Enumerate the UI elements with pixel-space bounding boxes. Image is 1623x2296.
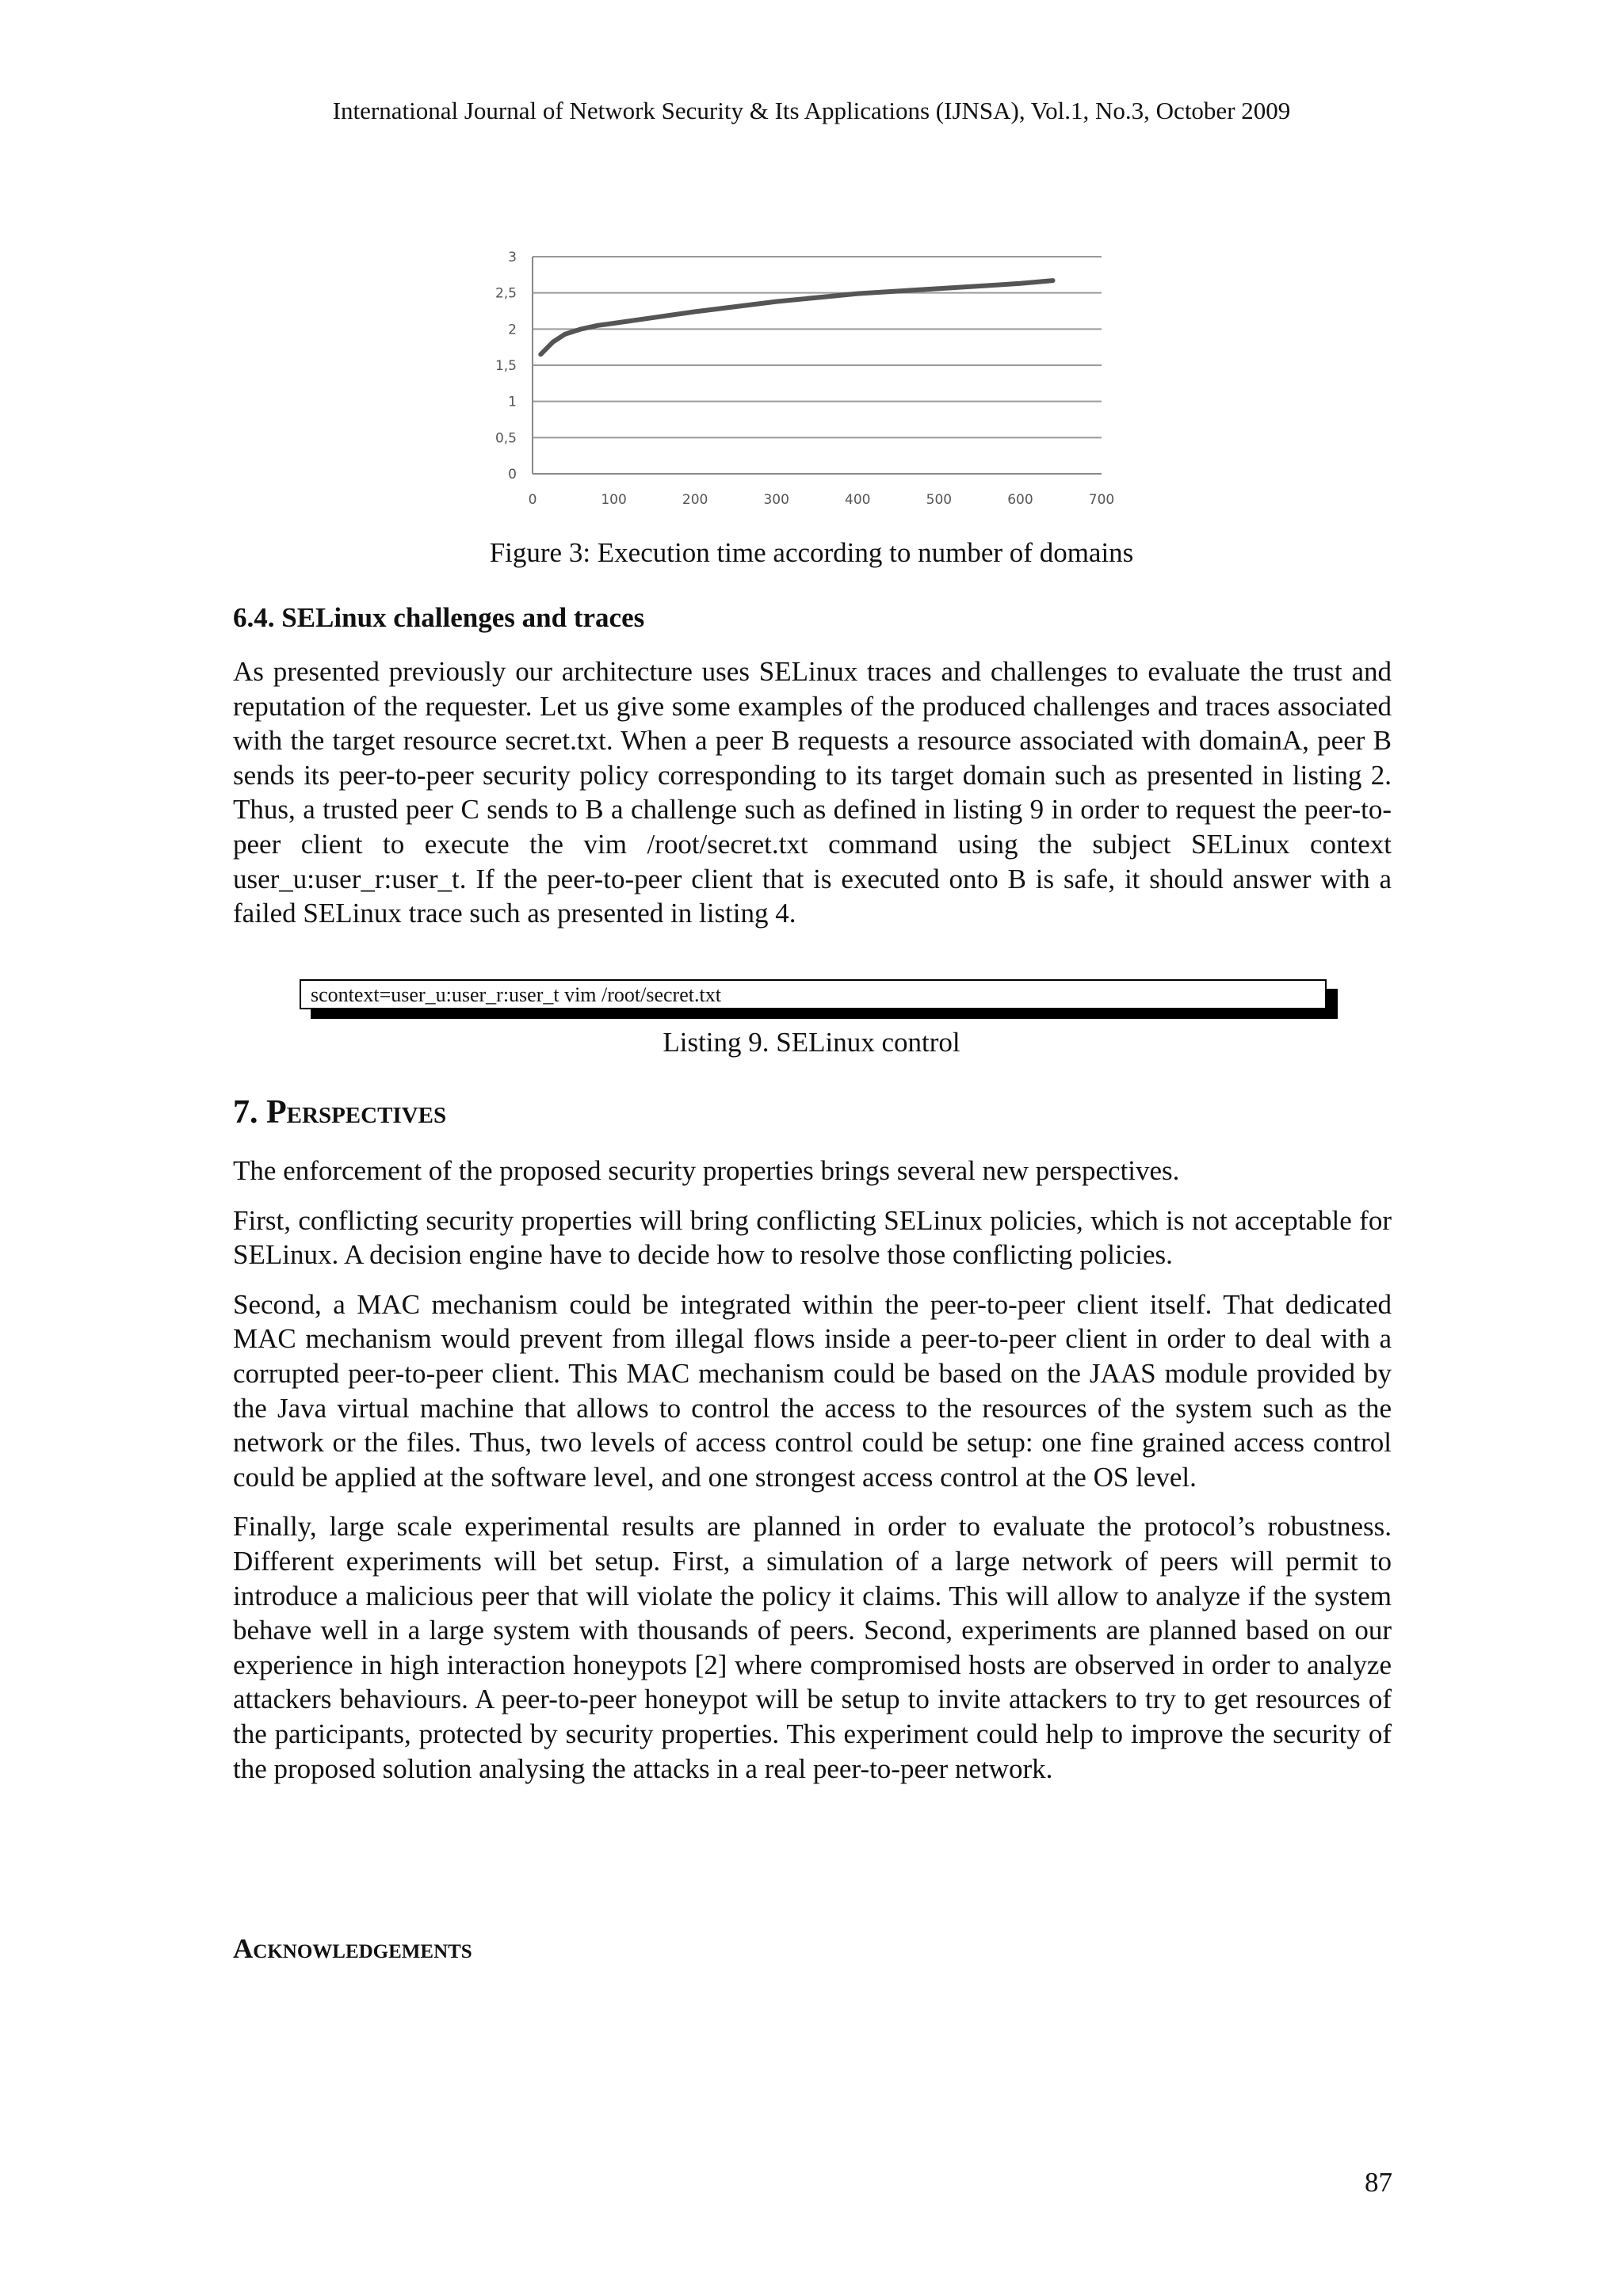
y-tick-label: 3 xyxy=(508,250,517,265)
section-6-4-body xyxy=(233,654,1392,946)
x-tick-label: 300 xyxy=(763,492,789,508)
series-line xyxy=(540,280,1052,354)
paragraph: As presented previously our architecture uses SELinux traces and challenges to evaluate the trust and reputation of the requester. Let us give some examples of the produced challenges and traces associated with the target resource secret.txt. When a peer B requests a resource associated with domainA, peer B sends its peer-to-peer security policy corresponding to its target domain such as presented in listing 2. Thus, a trusted peer C sends to B a challenge such as defined in listing 9 in order to request the peer-to-peer client to execute the vim /root/secret.txt command using the subject SELinux context user_u:user_r:user_t. If the peer-to-peer client that is executed onto B is safe, it should answer with a failed SELinux trace such as presented in listing 4. xyxy=(233,656,1392,929)
y-tick-label: 1 xyxy=(508,394,517,410)
y-tick-label: 1,5 xyxy=(495,358,517,374)
listing-9-code: scontext=user_u:user_r:user_t vim /root/secret.txt xyxy=(300,979,1327,1009)
figure-3 xyxy=(483,246,1133,515)
x-tick-label: 0 xyxy=(528,492,537,508)
listing-caption: Listing 9. SELinux control xyxy=(663,1027,960,1058)
y-tick-label: 2,5 xyxy=(495,285,517,302)
execution-time-chart xyxy=(483,246,1133,515)
x-tick-label: 600 xyxy=(1007,492,1033,508)
acknowledgements-heading: Acknowledgements xyxy=(233,1933,472,1964)
figure-caption: Figure 3: Execution time according to number of domains xyxy=(489,537,1134,568)
x-tick-label: 500 xyxy=(926,492,953,508)
x-tick-label: 400 xyxy=(845,492,871,508)
y-tick-label: 0,5 xyxy=(495,430,517,447)
paragraph: First, conflicting security properties will bring conflicting SELinux policies, which is not acceptable for SELinux. A decision engine have to decide how to resolve those conflicting policies. xyxy=(233,1204,1392,1271)
x-tick-label: 100 xyxy=(601,492,627,508)
paragraph: Second, a MAC mechanism could be integrated within the peer-to-peer client itself. That dedicated MAC mechanism would prevent from illegal flows inside a peer-to-peer client in order to deal with a corrupted peer-to-peer client. This MAC mechanism could be based on the JAAS module provided by the Java virtual machine that allows to control the access to the resources of the system such as the network or the files. Thus, two levels of access control could be setup: one fine grained access control could be applied at the software level, and one strongest access control at the OS level. xyxy=(233,1288,1392,1493)
running-head: International Journal of Network Security & Its Applications (IJNSA), Vol.1, No.3, October 2009 xyxy=(332,97,1291,124)
section-7-body xyxy=(233,1154,1392,1801)
page-number: 87 xyxy=(1365,2167,1392,2198)
y-tick-label: 2 xyxy=(508,322,517,338)
section-7-heading: 7. Perspectives xyxy=(233,1094,447,1131)
paragraph: Finally, large scale experimental results are planned in order to evaluate the protocol’s robustness. Different experiments will bet setup. First, a simulation of a large network of peers will permit to introduce a malicious peer that will violate the policy it claims. This will allow to analyze if the system behave well in a large system with thousands of peers. Second, experiments are planned based on our experience in high interaction honeypots [2] where compromised hosts are observed in order to analyze attackers behaviours. A peer-to-peer honeypot will be setup to invite attackers to try to get resources of the participants, protected by security properties. This experiment could help to improve the security of the proposed solution analysing the attacks in a real peer-to-peer network. xyxy=(233,1511,1392,1784)
section-6-4-heading: 6.4. SELinux challenges and traces xyxy=(233,602,645,633)
paragraph: The enforcement of the proposed security properties brings several new perspectives. xyxy=(233,1155,1180,1186)
x-tick-label: 700 xyxy=(1088,492,1115,508)
x-tick-label: 200 xyxy=(682,492,708,508)
y-tick-label: 0 xyxy=(508,467,517,482)
